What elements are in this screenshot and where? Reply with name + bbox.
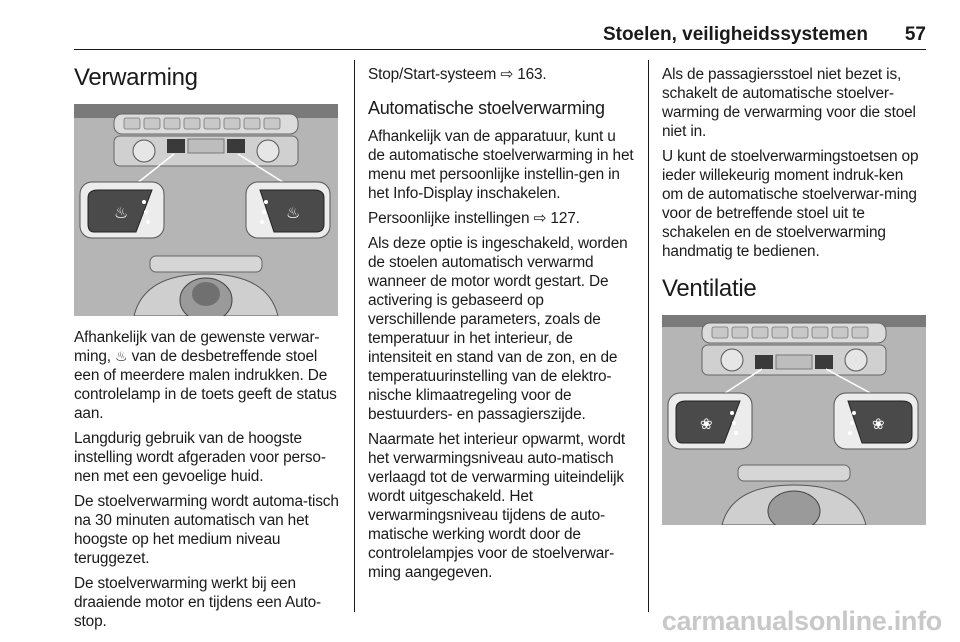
text-part: Persoonlijke instellingen (368, 210, 530, 227)
paragraph: Als deze optie is ingeschakeld, worden de stoelen automatisch verwarmd wanneer de motor wordt gestart. De activering is gebaseerd op verschillende parameters, zoals de temperatuur in het interieur, de intensiteit en stand van de zon, en de temperatuurinstelling van de elektro-nische klimaatregeling voor de bestuurders- en passagierszijde. (368, 235, 628, 423)
seat-heat-icon: ♨ (115, 348, 128, 364)
paragraph: De stoelverwarming wordt automa-tisch na 30 minuten automatisch van het hoogste op het medium niveau teruggezet. (74, 493, 339, 567)
paragraph: Als de passagiersstoel niet bezet is, schakelt de automatische stoelver-warming de verwarming voor die stoel niet in. (662, 66, 916, 140)
seat-ventilation-illustration (662, 315, 926, 525)
paragraph: Afhankelijk van de apparatuur, kunt u de automatische stoelverwarming in het menu met persoonlijke instellin-gen in het Info-Display inschakelen. (368, 128, 634, 202)
paragraph (368, 209, 634, 228)
text-part: Stop/Start-systeem (368, 66, 497, 83)
column-1 (74, 60, 340, 637)
console-drawing (662, 315, 926, 525)
page-number: 57 (904, 24, 926, 45)
watermark: carmanualsonline.info (661, 606, 942, 636)
seat-heating-illustration (74, 104, 338, 316)
page-reference: 127. (550, 210, 580, 227)
page-header (74, 24, 926, 44)
reference-arrow-icon: ⇨ (500, 66, 514, 83)
header-rule (74, 49, 926, 50)
column-divider (354, 60, 355, 612)
column-2 (368, 60, 634, 588)
svg-text:❀: ❀ (872, 415, 885, 433)
console-drawing (74, 104, 338, 316)
heading-verwarming: Verwarming (74, 64, 198, 91)
paragraph: Langdurig gebruik van de hoogste instelling wordt afgeraden voor perso-nen met een gevoelige huid. (74, 430, 326, 485)
paragraph (74, 328, 340, 423)
paragraph: Naarmate het interieur opwarmt, wordt het verwarmingsniveau auto-matisch verlaagd tot de verwarming uiteindelijk wordt uitgeschakeld. Het verwarmingsniveau tijdens de auto-matische werking wordt door de controlelampjes voor de stoelverwar-ming aangegeven. (368, 431, 626, 581)
svg-text:♨: ♨ (114, 203, 129, 222)
text-part: van de desbetreffende stoel een of meerdere malen indrukken. De controlelamp in de toets geeft de status aan. (74, 348, 337, 422)
svg-text:♨: ♨ (286, 203, 301, 222)
paragraph: U kunt de stoelverwarmingstoetsen op ieder willekeurig moment indruk-ken om de automatische stoelverwar-ming voor de betreffende stoel uit te schakelen en de stoelverwarming handmatig te bedienen. (662, 148, 919, 260)
heading-automatische-stoelverwarming: Automatische stoelverwarming (368, 98, 605, 118)
reference-arrow-icon: ⇨ (533, 210, 547, 227)
section-title: Stoelen, veiligheidssystemen (602, 24, 868, 45)
text-part: Afhankelijk van de gewenste verwar-ming, (74, 329, 320, 365)
paragraph: De stoelverwarming werkt bij een draaiende motor en tijdens een Auto-stop. (74, 575, 322, 630)
svg-text:❀: ❀ (700, 415, 713, 433)
page-reference: 163. (517, 66, 547, 83)
column-3 (662, 60, 928, 525)
heading-ventilatie: Ventilatie (662, 275, 757, 302)
paragraph (368, 65, 634, 84)
column-divider (648, 60, 649, 612)
